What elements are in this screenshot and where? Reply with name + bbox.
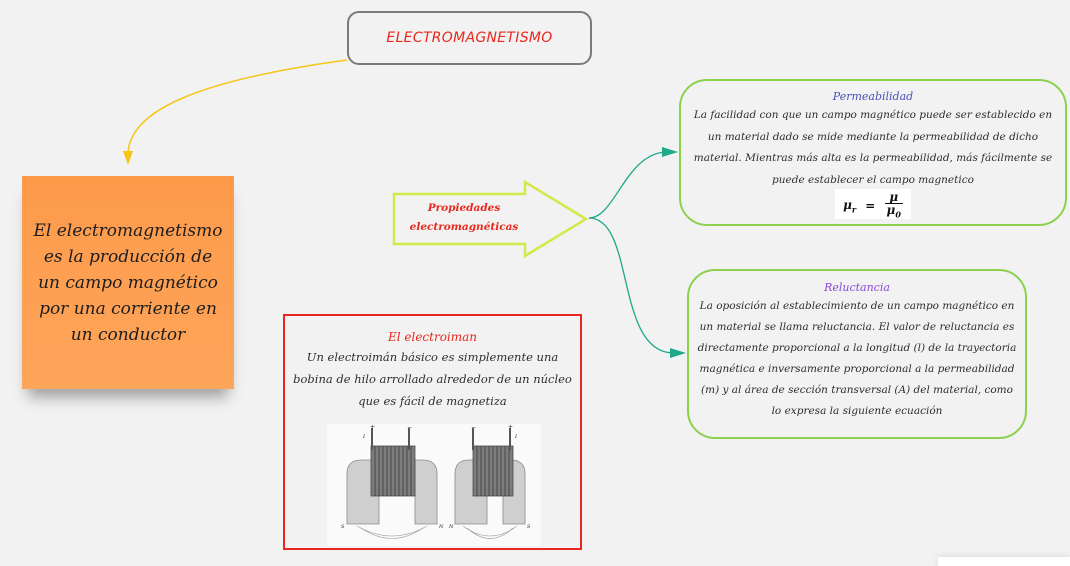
connector-arrowhead-permeabilidad [662, 147, 678, 157]
right-current-label: I [515, 434, 517, 440]
relative-permeability-formula [835, 189, 911, 219]
left-pole-n: N [439, 524, 444, 530]
connector-title-to-note [128, 60, 347, 155]
central-topic-node[interactable] [347, 11, 592, 65]
formula-numerator: μ [885, 191, 903, 204]
formula-fraction [885, 191, 903, 220]
left-pole-s: S [341, 524, 345, 530]
bottom-right-panel [938, 557, 1070, 566]
connector-to-permeabilidad [589, 152, 665, 218]
left-current-label: I [363, 434, 365, 440]
reluctancia-body: La oposición al establecimiento de un campo magnético en un material se llama reluctancia. El valor de reluctancia es directamente proporcional a la longitud (l) de la trayectoria magnética e inversamente proporcional a la permeabilidad (m) y al área de sección transversal (A) del material, como lo expresa la siguiente ecuación [697, 300, 1017, 417]
properties-arrow-label [404, 199, 524, 237]
connector-to-reluctancia [589, 218, 672, 353]
right-pole-n: N [449, 524, 454, 530]
permeabilidad-body: La facilidad con que un campo magnético puede ser establecido en un material dado se mide mediante la permeabilidad de dicho material. Mientras más alta es la permeabilidad, más fácilmente se puede establecer el campo magnetico [693, 109, 1053, 186]
properties-label-line1: Propiedades [427, 202, 501, 214]
definition-sticky-note[interactable] [22, 176, 234, 389]
properties-label-line2: electromagnéticas [409, 221, 519, 233]
left-plus-label: + [370, 424, 376, 431]
electroiman-body: Un electroimán básico es simplemente una bobina de hilo arrollado alrededor de un núcleo que es fácil de magnetiza [293, 350, 572, 408]
permeabilidad-card[interactable] [679, 79, 1067, 226]
right-pole-s: S [527, 524, 531, 530]
electroiman-card[interactable] [283, 314, 582, 550]
formula-equals: = [865, 198, 876, 213]
permeabilidad-title: Permeabilidad [832, 90, 914, 103]
connector-arrowhead-reluctancia [670, 348, 686, 358]
formula-lhs: $\mu_r$ [843, 197, 857, 214]
formula-denominator: $\mu_0$ [886, 203, 901, 220]
reluctancia-title: Reluctancia [824, 281, 890, 294]
left-minus-label: − [407, 424, 413, 431]
right-plus-label: + [508, 424, 514, 431]
electroiman-title: El electroiman [387, 330, 478, 344]
central-topic-title: ELECTROMAGNETISMO [386, 30, 553, 46]
definition-text: El electromagnetismo es la producción de un campo magnético por una corriente en un conductor [33, 220, 223, 345]
connector-arrowhead-yellow [123, 151, 133, 165]
right-minus-label: − [471, 424, 477, 431]
electromagnet-illustration [327, 424, 541, 546]
reluctancia-card[interactable] [687, 269, 1027, 439]
